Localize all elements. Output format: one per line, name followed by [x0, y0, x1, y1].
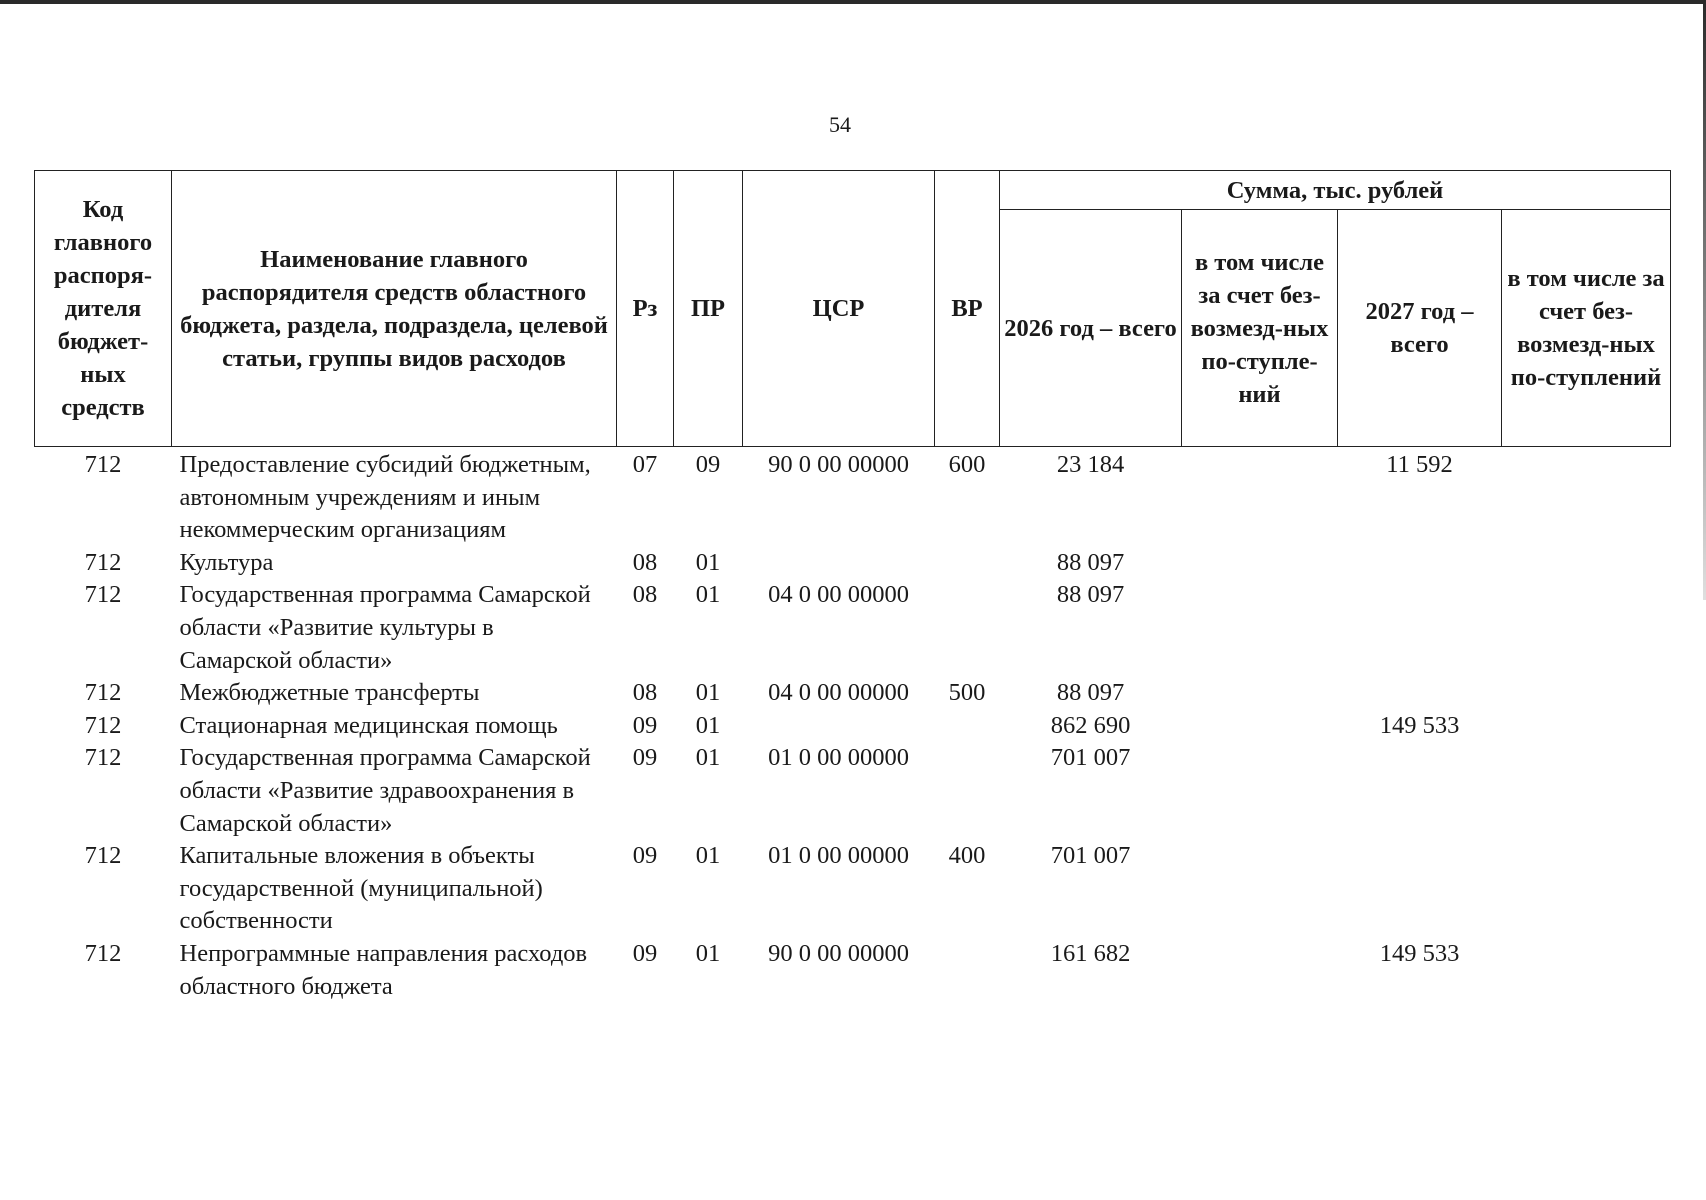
header-name: Наименование главного распорядителя средств областного бюджета, раздела, подраздела, целевой статьи, группы видов расходов	[172, 171, 617, 447]
cell-name: Стационарная медицинская помощь	[179, 711, 558, 739]
cell-csr	[743, 547, 935, 580]
cell-name: Непрограммные направления расходов областного бюджета	[179, 939, 588, 1000]
cell-csr: 04 0 00 00000	[768, 581, 909, 609]
page-number: 54	[829, 112, 851, 137]
cell-2027-total	[1338, 840, 1502, 938]
cell-2026-total: 161 682	[1050, 939, 1131, 967]
cell-2026-grant	[1182, 840, 1338, 938]
header-pr: ПР	[674, 171, 743, 447]
cell-2027-grant	[1502, 579, 1671, 677]
cell-2026-total: 701 007	[1050, 744, 1131, 772]
cell-2026-grant	[1182, 938, 1338, 1003]
cell-pr: 01	[695, 744, 721, 772]
cell-csr: 90 0 00 00000	[768, 939, 909, 967]
table-row	[35, 547, 1671, 580]
cell-2027-grant	[1502, 938, 1671, 1003]
cell-rz: 09	[632, 711, 658, 739]
cell-2027-total	[1338, 742, 1502, 840]
header-code: Код главного распоря-дителя бюджет-ных средств	[35, 171, 172, 447]
table-body	[35, 447, 1671, 1004]
cell-name: Государственная программа Самарской области «Развитие здравоохранения в Самарской области»	[179, 744, 591, 837]
table-row	[35, 742, 1671, 840]
header-vr: ВР	[935, 171, 1000, 447]
cell-2027-total	[1338, 677, 1502, 710]
cell-code: 712	[84, 939, 122, 967]
cell-pr: 09	[695, 451, 721, 478]
cell-2026-grant	[1182, 447, 1338, 547]
cell-csr: 04 0 00 00000	[768, 679, 909, 707]
cell-2026-total: 862 690	[1050, 711, 1131, 739]
cell-2027-total: 149 533	[1379, 711, 1460, 739]
cell-csr	[743, 710, 935, 743]
cell-rz: 09	[632, 842, 658, 870]
cell-2027-grant	[1502, 677, 1671, 710]
cell-2026-grant	[1182, 710, 1338, 743]
header-2026-grant: в том числе за счет без-возмезд-ных по-ступле-ний	[1182, 210, 1338, 447]
cell-code: 712	[84, 842, 122, 870]
table-row	[35, 710, 1671, 743]
cell-2027-grant	[1502, 710, 1671, 743]
budget-table	[34, 170, 1671, 1003]
top-scan-border	[0, 0, 1706, 4]
cell-name: Капитальные вложения в объекты государственной (муниципальной) собственности	[179, 842, 543, 935]
cell-name: Государственная программа Самарской области «Развитие культуры в Самарской области»	[179, 581, 591, 674]
cell-csr: 90 0 00 00000	[768, 451, 909, 478]
table-row	[35, 840, 1671, 938]
cell-2026-grant	[1182, 579, 1338, 677]
cell-vr	[935, 938, 1000, 1003]
cell-2026-grant	[1182, 742, 1338, 840]
header-2027-total: 2027 год – всего	[1338, 210, 1502, 447]
cell-vr: 600	[948, 451, 986, 478]
header-2027-grant: в том числе за счет без-возмезд-ных по-ступлений	[1502, 210, 1671, 447]
cell-pr: 01	[695, 842, 721, 870]
cell-code: 712	[84, 581, 122, 609]
cell-2027-grant	[1502, 547, 1671, 580]
cell-name: Культура	[179, 548, 274, 576]
header-sum: Сумма, тыс. рублей	[1000, 171, 1671, 210]
table-row	[35, 677, 1671, 710]
cell-2027-grant	[1502, 742, 1671, 840]
cell-name: Предоставление субсидий бюджетным, автономным учреждениям и иным некоммерческим организациям	[179, 451, 591, 544]
cell-code: 712	[84, 451, 122, 478]
cell-2026-total: 701 007	[1050, 842, 1131, 870]
cell-pr: 01	[695, 548, 721, 576]
header-csr: ЦСР	[743, 171, 935, 447]
cell-pr: 01	[695, 711, 721, 739]
cell-vr: 400	[948, 842, 986, 870]
cell-rz: 08	[632, 679, 658, 707]
cell-2026-total: 88 097	[1056, 581, 1125, 609]
cell-vr	[935, 547, 1000, 580]
cell-pr: 01	[695, 581, 721, 609]
cell-2026-total: 23 184	[1056, 451, 1125, 478]
cell-vr: 500	[948, 679, 986, 707]
table-row	[35, 579, 1671, 677]
cell-2027-grant	[1502, 447, 1671, 547]
cell-csr: 01 0 00 00000	[768, 842, 909, 870]
cell-name: Межбюджетные трансферты	[179, 679, 480, 707]
cell-rz: 08	[632, 581, 658, 609]
cell-2027-total: 11 592	[1386, 451, 1453, 478]
cell-2026-grant	[1182, 547, 1338, 580]
cell-2027-total	[1338, 579, 1502, 677]
cell-2027-grant	[1502, 840, 1671, 938]
cell-2026-total: 88 097	[1056, 548, 1125, 576]
header-rz: Рз	[617, 171, 674, 447]
cell-rz: 07	[632, 451, 658, 478]
table-row	[35, 938, 1671, 1003]
cell-code: 712	[84, 548, 122, 576]
header-2026-total: 2026 год – всего	[1000, 210, 1182, 447]
cell-2026-grant	[1182, 677, 1338, 710]
cell-vr	[935, 710, 1000, 743]
table-row	[35, 447, 1671, 547]
cell-csr: 01 0 00 00000	[768, 744, 909, 772]
table-header	[35, 171, 1671, 447]
cell-pr: 01	[695, 939, 721, 967]
cell-code: 712	[84, 744, 122, 772]
cell-code: 712	[84, 679, 122, 707]
cell-vr	[935, 579, 1000, 677]
cell-2027-total	[1338, 547, 1502, 580]
cell-rz: 09	[632, 744, 658, 772]
cell-rz: 09	[632, 939, 658, 967]
cell-pr: 01	[695, 679, 721, 707]
cell-code: 712	[84, 711, 122, 739]
cell-2026-total: 88 097	[1056, 679, 1125, 707]
cell-rz: 08	[632, 548, 658, 576]
cell-vr	[935, 742, 1000, 840]
cell-2027-total: 149 533	[1379, 939, 1460, 967]
